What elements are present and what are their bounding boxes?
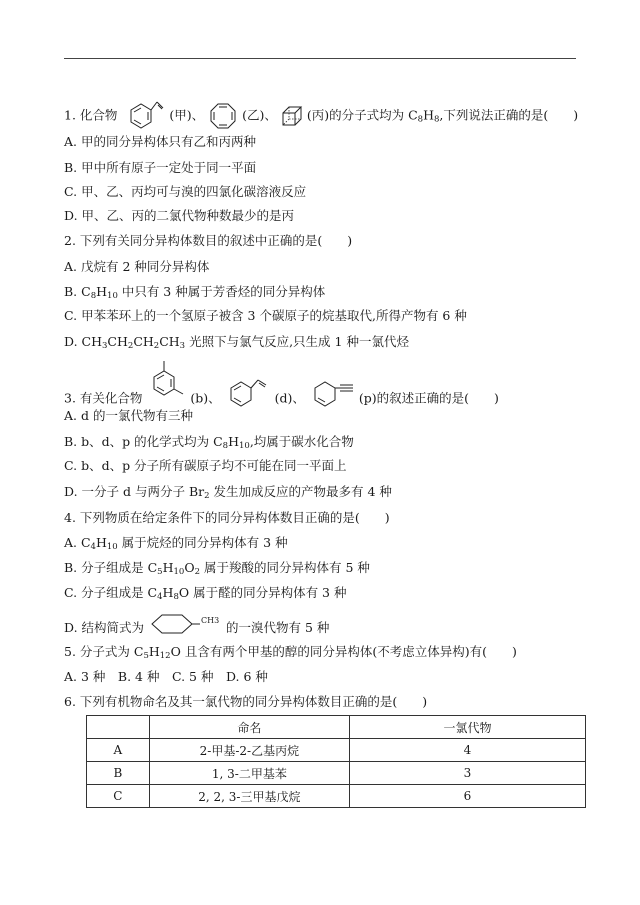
- q3-b-tail: ,均属于碳水化合物: [249, 434, 354, 449]
- table-cell: 2, 2, 3-三甲基戊烷: [149, 785, 349, 808]
- q4-c-tail: O 属于醛的同分异构体有 3 种: [178, 585, 347, 600]
- q2-d-m3: CH: [159, 334, 180, 349]
- q1-h: H: [423, 107, 434, 123]
- q5-options: A. 3 种 B. 4 种 C. 5 种 D. 6 种: [64, 669, 268, 684]
- q2-d-m2: CH: [133, 334, 154, 349]
- table-header-row: [87, 716, 586, 739]
- q4-a-sub-2: 10: [106, 542, 118, 552]
- q2-option-d: [64, 334, 409, 350]
- q6-stem: 6. 下列有机物命名及其一氯代物的同分异构体数目正确的是( ): [64, 694, 428, 709]
- q4-c-h: H: [162, 585, 174, 600]
- table-header: 命名: [149, 716, 349, 739]
- q3-d: (d)、: [274, 390, 305, 406]
- q2-b-pre: B. C: [64, 284, 91, 299]
- q4-a-tail: 属于烷烃的同分异构体有 3 种: [117, 535, 288, 550]
- q3-d-sub-1: 2: [204, 491, 210, 501]
- q4-b-sub-1: 5: [157, 567, 163, 577]
- q5-sub-1: 5: [143, 651, 149, 661]
- q2-d-sub-2: 2: [127, 341, 134, 351]
- q4-option-a: [64, 535, 288, 551]
- q5-sub-2: 12: [159, 651, 171, 661]
- table-cell: 3: [349, 762, 585, 785]
- q5-h: H: [148, 644, 160, 659]
- q4-b-o: O: [184, 560, 195, 575]
- q1-option-c: C. 甲、乙、丙均可与溴的四氯化碳溶液反应: [64, 184, 307, 199]
- table-cell: 4: [349, 739, 585, 762]
- q4-c-sub-1: 4: [157, 592, 163, 602]
- q1-sub-2: 8: [433, 114, 440, 125]
- q2-b-sub-2: 10: [107, 291, 118, 301]
- q4-b-h: H: [162, 560, 174, 575]
- q2-b-sub-1: 8: [90, 291, 97, 301]
- q2-stem: 2. 下列有关同分异构体数目的叙述中正确的是( ): [64, 233, 353, 248]
- q1-bing: (丙)的分子式均为 C: [306, 107, 418, 123]
- q4-a-sub-1: 4: [90, 542, 96, 552]
- q4-option-c: [64, 585, 346, 601]
- q3-option-a: A. d 的一氯代物有三种: [64, 408, 193, 423]
- q4-d-tail: 的一溴代物有 5 种: [226, 620, 330, 635]
- table-row: [87, 739, 586, 762]
- q3-b-sub-2: 10: [238, 441, 250, 451]
- cyclooctatetraene-structure: [208, 101, 238, 131]
- q2-d-m1: CH: [107, 334, 128, 349]
- diene-d-structure: [225, 372, 271, 412]
- header-rule: [64, 58, 576, 59]
- q4-b-tail: 属于羧酸的同分异构体有 5 种: [200, 560, 370, 575]
- table-header: [87, 716, 150, 739]
- q3-option-d: [64, 484, 392, 500]
- q3-b-sub-1: 8: [222, 441, 229, 451]
- q3-d-pre: D. 一分子 d 与两分子 Br: [64, 484, 205, 499]
- q2-d-sub-3: 2: [153, 341, 160, 351]
- q3-option-b: [64, 434, 354, 450]
- q2-d-sub-4: 3: [179, 341, 186, 351]
- q4-c-pre: C. 分子组成是 C: [64, 585, 158, 600]
- q4-a-pre: A. C: [64, 535, 91, 550]
- q4-c-sub-2: 8: [173, 592, 179, 602]
- q2-d-tail: 光照下与氯气反应,只生成 1 种一氯代烃: [185, 334, 409, 349]
- dimethylbenzene-structure: [146, 359, 186, 409]
- q2-b-h: H: [96, 284, 108, 299]
- q2-b-tail: 中只有 3 种属于芳香烃的同分异构体: [117, 284, 326, 299]
- q3-prefix: 3. 有关化合物: [64, 390, 143, 406]
- methylcyclohexane-structure: [148, 612, 222, 636]
- q6-table: [86, 715, 586, 808]
- q2-d-pre: D. CH: [64, 334, 102, 349]
- q4-b-sub-2: 10: [173, 567, 185, 577]
- q4-stem: 4. 下列物质在给定条件下的同分异构体数目正确的是( ): [64, 510, 390, 525]
- q3-b-pre: B. b、d、p 的化学式均为 C: [64, 434, 223, 449]
- q4-b-pre: B. 分子组成是 C: [64, 560, 158, 575]
- table-row: [87, 762, 586, 785]
- table-cell: 6: [349, 785, 585, 808]
- q1-prefix: 1. 化合物: [64, 107, 118, 123]
- table-row: [87, 785, 586, 808]
- q4-d-pre: D. 结构简式为: [64, 620, 145, 635]
- q4-option-b: [64, 560, 370, 576]
- table-cell: 2-甲基-2-乙基丙烷: [149, 739, 349, 762]
- q2-option-c: C. 甲苯苯环上的一个氢原子被含 3 个碳原子的烷基取代,所得产物有 6 种: [64, 308, 467, 323]
- q5-stem: [64, 644, 517, 660]
- q4-b-sub-3: 2: [194, 567, 200, 577]
- q1-jia: (甲)、: [169, 107, 205, 123]
- q3-b: (b)、: [190, 390, 221, 406]
- alkyne-p-structure: [309, 372, 355, 412]
- cubane-structure: [281, 105, 303, 127]
- q1-yi: (乙)、: [242, 107, 277, 123]
- q1-stem: [64, 98, 578, 134]
- q2-option-a: A. 戊烷有 2 种同分异构体: [64, 259, 210, 274]
- q4-option-d: [64, 615, 330, 636]
- q1-option-b: B. 甲中所有原子一定处于同一平面: [64, 160, 257, 175]
- table-cell: 1, 3-二甲基苯: [149, 762, 349, 785]
- table-cell: A: [87, 739, 150, 762]
- table-cell: C: [87, 785, 150, 808]
- table-cell: B: [87, 762, 150, 785]
- q1-option-d: D. 甲、乙、丙的二氯代物种数最少的是丙: [64, 208, 295, 223]
- q3-p: (p)的叙述正确的是( ): [358, 390, 499, 406]
- q4-a-h: H: [95, 535, 107, 550]
- styrene-structure: [121, 98, 165, 134]
- q1-sub-1: 8: [417, 114, 424, 125]
- q3-option-c: C. b、d、p 分子所有碳原子均不可能在同一平面上: [64, 458, 347, 473]
- q5-stem-pre: 5. 分子式为 C: [64, 644, 144, 659]
- q3-b-h: H: [228, 434, 239, 449]
- q2-d-sub-1: 3: [102, 341, 108, 351]
- q1-tail: ,下列说法正确的是( ): [439, 107, 579, 123]
- q1-option-a: A. 甲的同分异构体只有乙和丙两种: [64, 134, 256, 149]
- q3-d-tail: 发生加成反应的产物最多有 4 种: [209, 484, 392, 499]
- q5-stem-tail: O 且含有两个甲基的醇的同分异构体(不考虑立体异构)有( ): [170, 644, 517, 659]
- ch3-label: CH3: [201, 615, 220, 625]
- q2-option-b: [64, 284, 325, 300]
- table-header: 一氯代物: [349, 716, 585, 739]
